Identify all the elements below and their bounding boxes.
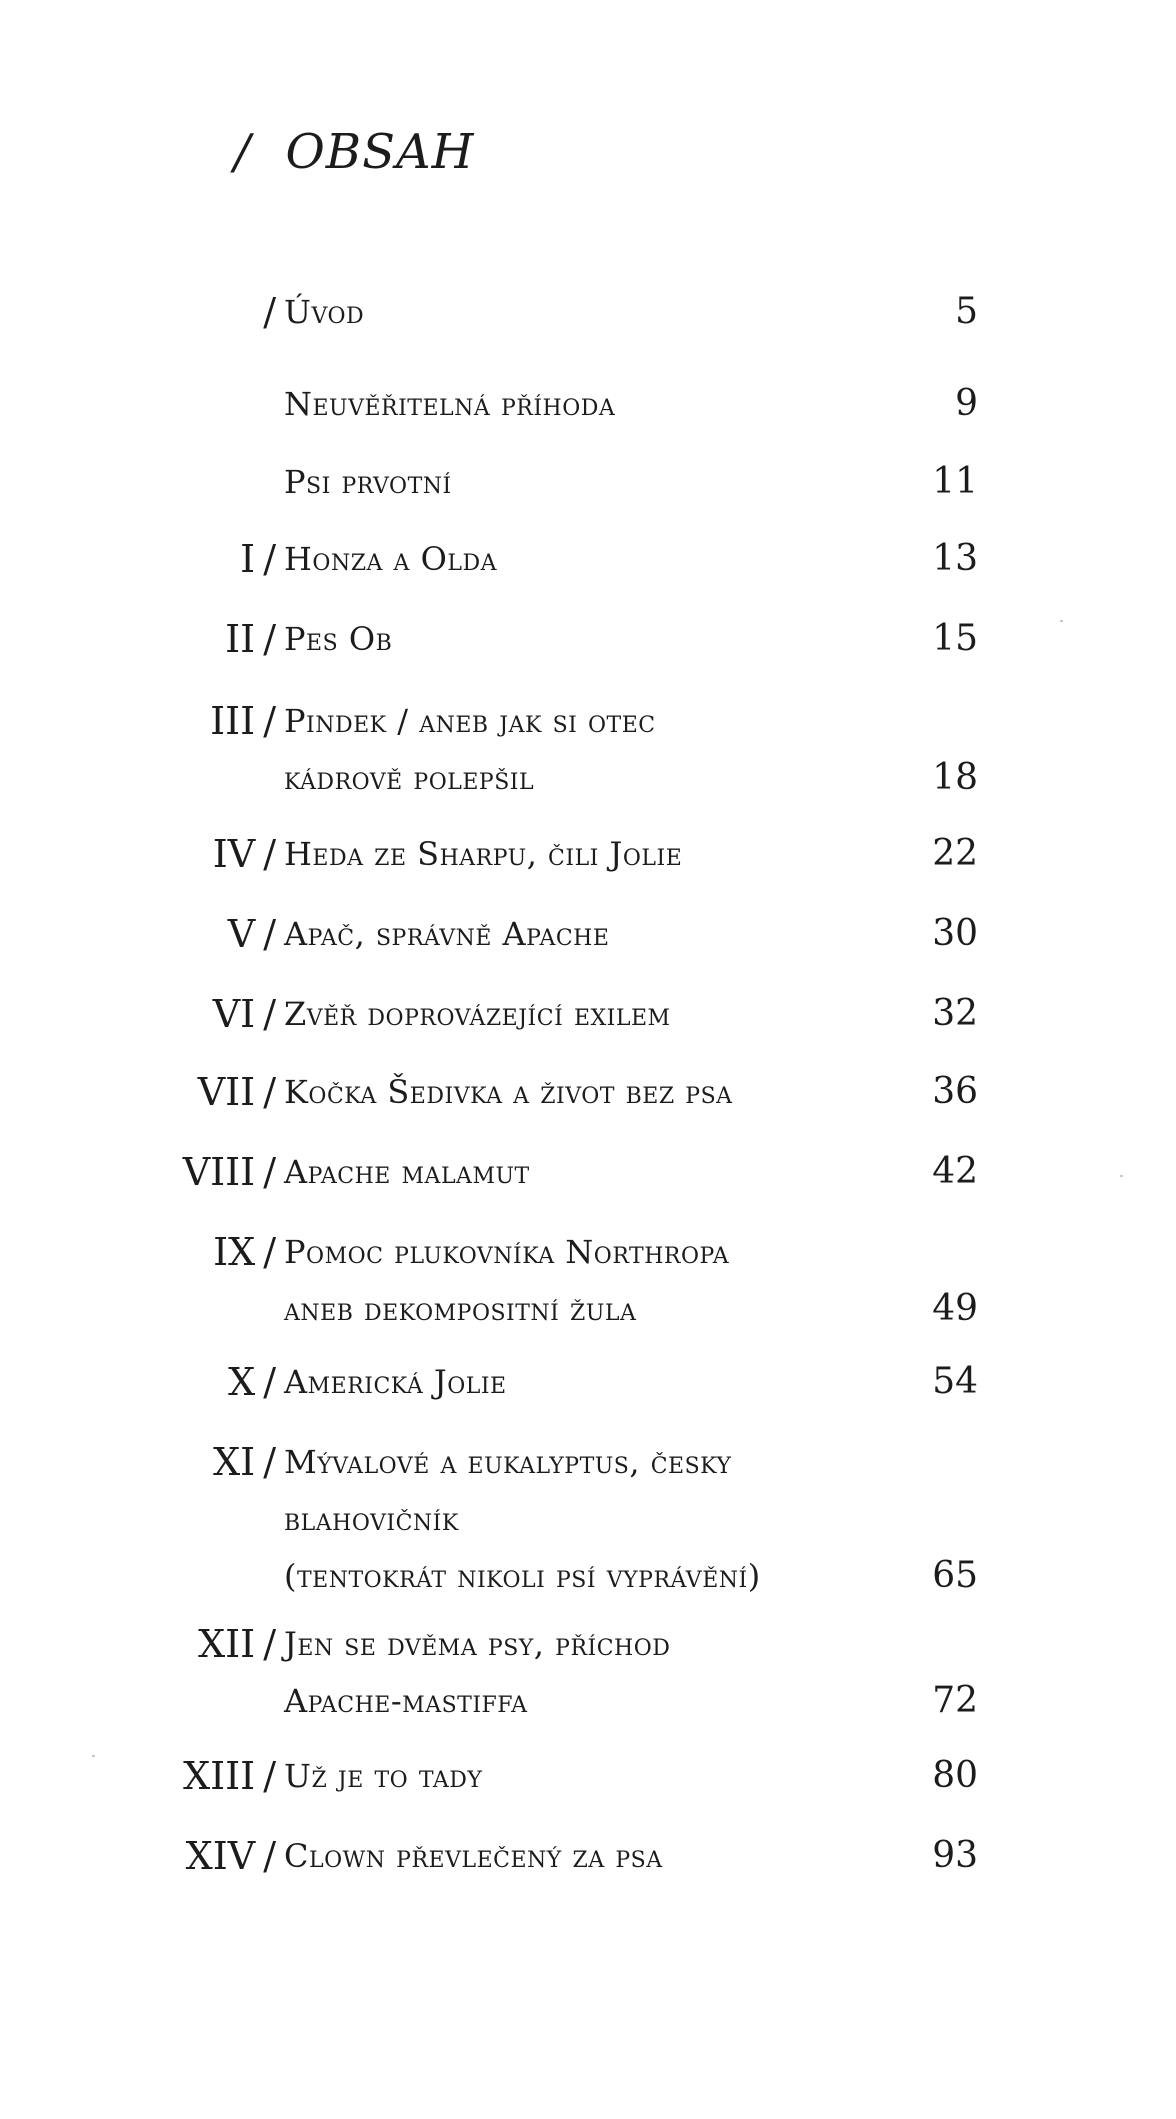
chapter-title — [284, 611, 884, 668]
chapter-title — [284, 1828, 884, 1885]
chapter-title — [284, 376, 884, 433]
chapter-title-line: blahovičník — [284, 1500, 459, 1538]
chapter-numeral: XI — [213, 1440, 256, 1484]
chapter-numeral: III — [210, 699, 256, 743]
chapter-slash: / — [263, 912, 276, 956]
chapter-number — [255, 288, 276, 336]
chapter-slash: / — [263, 1230, 276, 1274]
chapter-title-line: Úvod — [284, 293, 365, 331]
chapter-title — [284, 1434, 884, 1605]
page-number: 32 — [932, 993, 978, 1034]
page-number: 93 — [932, 1835, 978, 1876]
chapter-numeral: IX — [213, 1230, 256, 1274]
chapter-number — [225, 615, 276, 663]
chapter-slash: / — [263, 1622, 276, 1666]
chapter-title — [284, 1144, 884, 1201]
chapter-title — [284, 693, 884, 807]
chapter-slash: / — [263, 1150, 276, 1194]
chapter-slash: / — [263, 992, 276, 1036]
heading-prefix: / — [234, 124, 252, 180]
chapter-numeral: II — [225, 617, 256, 661]
chapter-title-line: Apache malamut — [284, 1153, 530, 1191]
chapter-title-line: Americká Jolie — [284, 1363, 507, 1401]
page-number: 49 — [932, 1288, 978, 1329]
scan-speck — [1060, 620, 1063, 622]
chapter-number — [240, 535, 276, 583]
chapter-number — [213, 830, 276, 878]
chapter-slash: / — [263, 290, 276, 334]
chapter-slash: / — [263, 832, 276, 876]
page-number: 42 — [932, 1151, 978, 1192]
chapter-title — [284, 1064, 884, 1121]
chapter-numeral: VIII — [182, 1150, 256, 1194]
chapter-title — [284, 1354, 884, 1411]
page-number: 22 — [932, 833, 978, 874]
chapter-numeral: XIII — [183, 1754, 256, 1798]
chapter-number — [186, 1832, 276, 1880]
chapter-number — [228, 1358, 276, 1406]
chapter-numeral: X — [228, 1360, 256, 1404]
chapter-title-line: Heda ze Sharpu, čili Jolie — [284, 835, 683, 873]
chapter-title-line: Pes Ob — [284, 620, 393, 658]
chapter-number — [198, 1068, 276, 1116]
chapter-number — [268, 380, 276, 428]
chapter-title-line: Kočka Šedivka a život bez psa — [284, 1073, 733, 1111]
chapter-number — [213, 1438, 276, 1486]
page-number: 80 — [932, 1755, 978, 1796]
chapter-number — [228, 910, 276, 958]
chapter-slash: / — [263, 1834, 276, 1878]
chapter-title — [284, 1748, 884, 1805]
page-number: 13 — [932, 538, 978, 579]
chapter-number — [213, 990, 276, 1038]
chapter-numeral: XIV — [185, 1834, 256, 1878]
page-number: 65 — [932, 1555, 978, 1596]
chapter-numeral: VI — [212, 992, 256, 1036]
chapter-title — [284, 986, 884, 1043]
chapter-title-line: aneb dekompositní žula — [284, 1290, 637, 1328]
chapter-slash: / — [263, 699, 276, 743]
chapter-title-line: Honza a Olda — [284, 540, 497, 578]
chapter-slash: / — [263, 617, 276, 661]
heading-title: OBSAH — [285, 124, 475, 180]
chapter-title — [284, 284, 884, 341]
chapter-number — [268, 458, 276, 506]
page-number: 54 — [932, 1361, 978, 1402]
chapter-slash: / — [263, 537, 276, 581]
chapter-title-line: Apache-mastiffa — [284, 1682, 528, 1720]
chapter-numeral: IV — [212, 832, 256, 876]
chapter-title-line: kádrově polepšil — [284, 759, 535, 797]
chapter-title — [284, 1224, 884, 1338]
page-number: 36 — [932, 1071, 978, 1112]
chapter-title-line: Pindek / aneb jak si otec — [284, 702, 656, 740]
chapter-numeral: I — [240, 537, 256, 581]
chapter-title — [284, 454, 884, 511]
chapter-title-line: Apač, správně Apache — [284, 915, 610, 953]
chapter-title-line: Už je to tady — [284, 1757, 483, 1795]
chapter-number — [210, 697, 276, 745]
chapter-title-line: Clown převlečený za psa — [284, 1837, 663, 1875]
page-number: 11 — [932, 461, 978, 502]
chapter-number — [198, 1620, 276, 1668]
chapter-numeral: V — [227, 912, 256, 956]
page-number: 18 — [932, 757, 978, 798]
chapter-number — [183, 1148, 276, 1196]
page-number: 15 — [932, 618, 978, 659]
scan-speck — [1120, 1175, 1123, 1177]
chapter-slash: / — [263, 1360, 276, 1404]
chapter-title-line: Neuvěřitelná příhoda — [284, 385, 616, 423]
chapter-number — [183, 1752, 276, 1800]
scan-speck — [92, 1755, 95, 1757]
page-number: 9 — [955, 383, 978, 424]
chapter-title-line: Mývalové a eukalyptus, česky — [284, 1443, 732, 1481]
chapter-slash: / — [263, 1754, 276, 1798]
chapter-title — [284, 1616, 884, 1730]
chapter-slash: / — [263, 1070, 276, 1114]
page-number: 30 — [932, 913, 978, 954]
page-title — [234, 124, 474, 180]
chapter-numeral: XII — [198, 1622, 256, 1666]
chapter-number — [213, 1228, 276, 1276]
chapter-title — [284, 906, 884, 963]
chapter-title — [284, 531, 884, 588]
chapter-title-line: (tentokrát nikoli psí vyprávění) — [284, 1557, 761, 1595]
chapter-title — [284, 826, 884, 883]
chapter-title-line: Pomoc plukovníka Northropa — [284, 1233, 730, 1271]
chapter-slash: / — [263, 1440, 276, 1484]
chapter-numeral: VII — [197, 1070, 256, 1114]
page-number: 5 — [955, 291, 978, 332]
chapter-title-line: Jen se dvěma psy, příchod — [284, 1625, 671, 1663]
chapter-title-line: Zvěř doprovázející exilem — [284, 995, 671, 1033]
chapter-title-line: Psi prvotní — [284, 463, 452, 501]
page-number: 72 — [932, 1680, 978, 1721]
